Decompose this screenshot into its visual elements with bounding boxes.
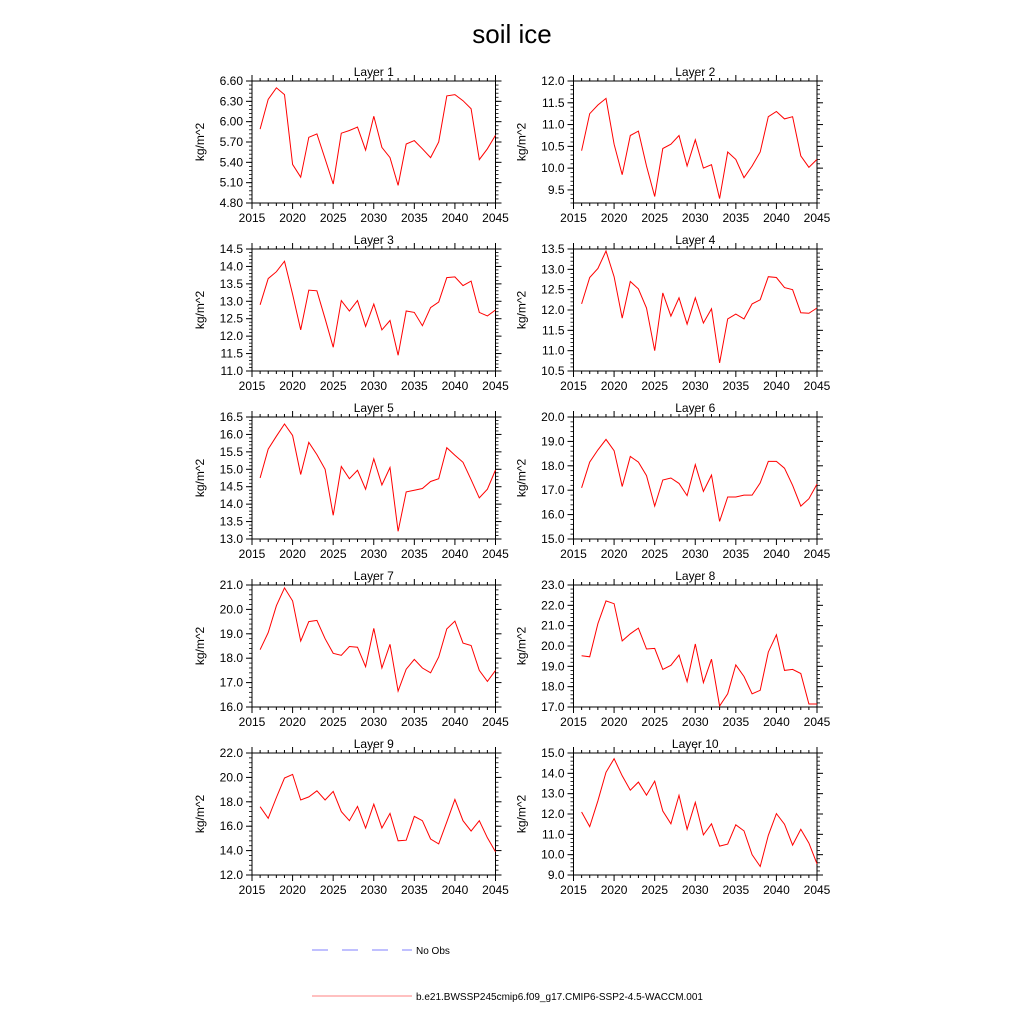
y-axis-label: kg/m^2 [514,458,529,498]
y-tick-label: 18.0 [541,458,565,473]
x-tick-label: 2025 [319,883,347,897]
y-tick-label: 11.5 [220,346,243,361]
plot-frame [574,249,818,371]
series-line-layer-6 [582,439,817,521]
x-tick-label: 2025 [319,211,347,225]
y-tick-label: 12.5 [541,282,565,297]
panel-title: Layer 3 [353,233,394,247]
x-tick-label: 2015 [560,883,587,897]
x-tick-label: 2035 [722,379,750,393]
panel-title: Layer 7 [353,569,394,583]
y-tick-label: 15.5 [219,444,243,459]
panel-layer-5 [193,401,509,561]
panel-layer-3 [193,233,509,393]
y-tick-label: 5.70 [219,135,243,149]
plot-frame [252,81,496,203]
y-tick-label: 12.5 [219,311,243,326]
y-tick-label: 22.0 [219,746,243,760]
y-tick-label: 18.0 [219,794,243,809]
series-line-layer-1 [260,88,495,186]
series-line-layer-10 [582,759,817,867]
x-tick-label: 2025 [641,547,669,561]
y-tick-label: 14.5 [219,479,243,494]
panel-title: Layer 5 [353,401,394,415]
y-axis-label: kg/m^2 [193,626,207,666]
x-tick-label: 2015 [238,379,266,393]
y-tick-label: 12.0 [541,303,565,317]
panel-title: Layer 10 [671,737,719,751]
y-tick-label: 5.10 [219,175,243,190]
panel-title: Layer 8 [675,569,716,583]
y-tick-label: 21.0 [219,578,243,592]
panel-layer-7 [193,569,509,729]
x-tick-label: 2045 [482,547,509,561]
panel-layer-6 [515,401,831,561]
x-tick-label: 2025 [319,547,347,561]
y-tick-label: 11.5 [542,95,565,110]
x-tick-label: 2030 [360,379,388,393]
x-tick-label: 2025 [319,379,347,393]
x-tick-label: 2045 [482,883,509,897]
y-tick-label: 15.0 [541,746,565,760]
figure-title: soil ice [472,19,552,49]
y-tick-label: 14.0 [541,766,565,781]
y-tick-label: 16.5 [219,410,243,424]
y-tick-label: 18.0 [219,651,243,666]
panel-layer-1 [193,65,509,225]
y-tick-label: 17.0 [541,700,565,714]
x-tick-label: 2025 [641,715,669,729]
x-tick-label: 2015 [238,715,266,729]
panel-title: Layer 6 [675,401,716,415]
series-line-layer-4 [582,251,817,363]
x-tick-label: 2040 [441,547,469,561]
y-tick-label: 13.0 [541,786,565,801]
y-tick-label: 11.0 [542,343,565,358]
y-tick-label: 14.0 [219,497,243,512]
x-tick-label: 2020 [600,547,628,561]
y-tick-label: 15.0 [541,532,565,546]
y-tick-label: 22.0 [541,598,565,613]
x-tick-label: 2030 [360,715,388,729]
plot-frame [574,417,818,539]
plot-frame [252,585,496,707]
x-tick-label: 2015 [560,211,587,225]
y-tick-label: 18.0 [541,679,565,694]
x-tick-label: 2020 [600,211,628,225]
series-line-layer-9 [260,774,495,851]
x-tick-label: 2035 [722,547,750,561]
x-tick-label: 2040 [763,883,790,897]
x-tick-label: 2030 [681,715,709,729]
y-tick-label: 23.0 [541,578,565,592]
y-axis-label: kg/m^2 [193,794,207,834]
y-tick-label: 12.0 [219,329,243,344]
y-tick-label: 9.5 [547,182,565,197]
x-tick-label: 2020 [600,715,628,729]
x-tick-label: 2025 [641,211,669,225]
y-tick-label: 10.0 [541,847,565,862]
x-tick-label: 2040 [763,211,790,225]
series-line-layer-8 [582,601,817,706]
x-tick-label: 2045 [482,715,509,729]
y-tick-label: 13.0 [219,532,243,546]
plot-frame [252,249,496,371]
y-tick-label: 12.0 [219,868,243,882]
y-axis-label: kg/m^2 [193,122,207,162]
x-tick-label: 2015 [238,547,266,561]
y-tick-label: 16.0 [219,427,243,442]
plot-frame [252,417,496,539]
y-tick-label: 13.0 [219,294,243,309]
x-tick-label: 2020 [600,883,628,897]
x-tick-label: 2045 [482,379,509,393]
y-tick-label: 10.5 [541,364,565,378]
panel-layer-2 [515,65,831,225]
y-tick-label: 17.0 [219,675,243,690]
y-tick-label: 11.0 [542,827,565,842]
x-tick-label: 2030 [681,547,709,561]
x-tick-label: 2015 [560,547,587,561]
x-tick-label: 2035 [400,883,428,897]
x-tick-label: 2030 [681,379,709,393]
x-tick-label: 2015 [238,883,266,897]
y-tick-label: 14.0 [219,843,243,858]
x-tick-label: 2030 [681,211,709,225]
y-tick-label: 20.0 [219,770,243,785]
x-tick-label: 2025 [319,715,347,729]
x-tick-label: 2045 [803,211,831,225]
x-tick-label: 2025 [641,883,669,897]
x-tick-label: 2040 [763,379,790,393]
y-tick-label: 15.0 [219,462,243,477]
plot-frame [574,81,818,203]
x-tick-label: 2040 [441,379,469,393]
y-axis-label: kg/m^2 [193,290,207,330]
y-tick-label: 12.0 [541,74,565,88]
x-tick-label: 2035 [400,715,428,729]
y-axis-label: kg/m^2 [514,626,529,666]
x-tick-label: 2040 [441,715,469,729]
y-tick-label: 19.0 [541,434,565,449]
x-tick-label: 2015 [560,379,587,393]
legend-no-obs-label: No Obs [416,946,450,957]
y-axis-label: kg/m^2 [514,122,529,162]
y-tick-label: 9.0 [547,868,565,882]
x-tick-label: 2020 [279,715,306,729]
x-tick-label: 2020 [279,211,306,225]
x-tick-label: 2045 [803,379,831,393]
series-line-layer-2 [582,98,817,198]
series-line-layer-5 [260,424,495,531]
x-tick-label: 2030 [360,547,388,561]
panel-layer-9 [193,737,509,897]
y-axis-label: kg/m^2 [514,794,529,834]
y-tick-label: 20.0 [219,602,243,617]
y-tick-label: 6.60 [219,74,243,88]
y-tick-label: 19.0 [219,626,243,641]
panel-layer-10 [515,737,831,897]
x-tick-label: 2040 [763,547,790,561]
x-tick-label: 2015 [560,715,587,729]
y-tick-label: 11.5 [542,323,565,338]
x-tick-label: 2030 [360,883,388,897]
x-tick-label: 2025 [641,379,669,393]
y-tick-label: 21.0 [541,618,565,633]
y-tick-label: 16.0 [541,507,565,522]
y-axis-label: kg/m^2 [193,458,207,498]
panel-title: Layer 9 [353,737,394,751]
x-tick-label: 2030 [681,883,709,897]
y-tick-label: 16.0 [219,700,243,714]
y-tick-label: 13.5 [219,514,243,529]
plot-frame [252,753,496,875]
y-tick-label: 6.30 [219,94,243,109]
y-tick-label: 16.0 [219,819,243,834]
y-tick-label: 6.00 [219,114,243,129]
y-tick-label: 10.0 [541,161,565,176]
y-tick-label: 13.5 [219,276,243,291]
x-tick-label: 2040 [763,715,790,729]
y-tick-label: 13.0 [541,262,565,277]
y-tick-label: 14.0 [219,259,243,274]
legend-model-label: b.e21.BWSSP245cmip6.f09_g17.CMIP6-SSP2-4.5-WACCM.001 [416,992,703,1003]
series-line-layer-3 [260,261,495,355]
x-tick-label: 2045 [803,715,831,729]
x-tick-label: 2035 [400,379,428,393]
y-tick-label: 17.0 [541,483,565,498]
x-tick-label: 2040 [441,883,469,897]
x-tick-label: 2045 [482,211,509,225]
y-tick-label: 14.5 [219,242,243,256]
x-tick-label: 2020 [279,547,306,561]
x-tick-label: 2035 [722,211,750,225]
x-tick-label: 2035 [400,547,428,561]
y-axis-label: kg/m^2 [514,290,529,330]
x-tick-label: 2020 [279,379,306,393]
series-line-layer-7 [260,588,495,691]
x-tick-label: 2015 [238,211,266,225]
panel-layer-4 [515,233,831,393]
x-tick-label: 2040 [441,211,469,225]
y-tick-label: 5.40 [219,155,243,170]
y-tick-label: 4.80 [219,196,243,210]
x-tick-label: 2035 [722,883,750,897]
panel-title: Layer 2 [675,65,716,79]
x-tick-label: 2020 [600,379,628,393]
y-tick-label: 11.0 [220,364,243,378]
x-tick-label: 2035 [722,715,750,729]
x-tick-label: 2035 [400,211,428,225]
y-tick-label: 20.0 [541,639,565,653]
y-tick-label: 10.5 [541,139,565,154]
plot-frame [574,753,818,875]
panel-title: Layer 4 [675,233,716,247]
y-tick-label: 13.5 [541,242,565,256]
y-tick-label: 19.0 [541,659,565,674]
x-tick-label: 2020 [279,883,306,897]
x-tick-label: 2045 [803,883,831,897]
y-tick-label: 11.0 [542,117,565,132]
y-tick-label: 20.0 [541,410,565,424]
legend [312,946,703,1003]
y-tick-label: 12.0 [541,807,565,821]
x-tick-label: 2045 [803,547,831,561]
panel-title: Layer 1 [353,65,394,79]
panel-layer-8 [515,569,831,729]
x-tick-label: 2030 [360,211,388,225]
